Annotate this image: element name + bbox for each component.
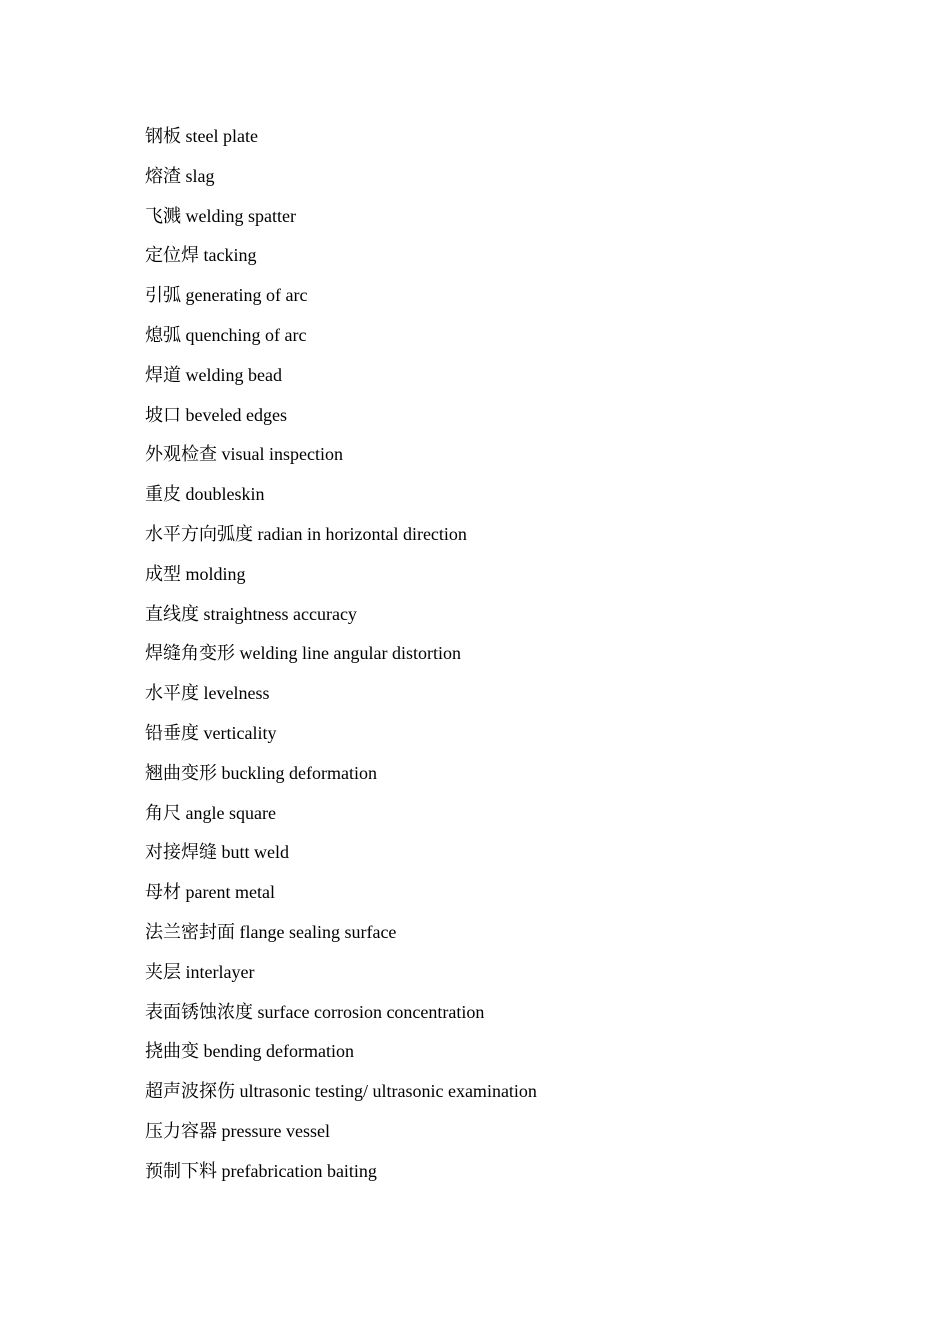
glossary-term: 直线度 straightness accuracy	[145, 603, 357, 624]
glossary-term: 熔渣 slag	[145, 165, 215, 186]
glossary-term: 飞溅 welding spatter	[145, 205, 296, 226]
glossary-term: 角尺 angle square	[145, 802, 276, 823]
glossary-term: 铅垂度 verticality	[145, 722, 277, 743]
glossary-term: 表面锈蚀浓度 surface corrosion concentration	[145, 1001, 485, 1022]
glossary-term: 重皮 doubleskin	[145, 484, 265, 505]
glossary-term: 钢板 steel plate	[145, 126, 258, 146]
glossary-term: 法兰密封面 flange sealing surface	[145, 921, 397, 942]
glossary-term: 焊缝角变形 welding line angular distortion	[145, 643, 461, 664]
glossary-term: 夹层 interlayer	[145, 961, 255, 982]
glossary-term: 成型 molding	[145, 563, 246, 584]
glossary-list	[145, 123, 537, 1198]
glossary-term: 挠曲变 bending deformation	[145, 1041, 354, 1062]
glossary-term: 引弧 generating of arc	[145, 285, 308, 306]
glossary-term: 坡口 beveled edges	[145, 404, 287, 425]
glossary-term: 超声波探伤 ultrasonic testing/ ultrasonic examination	[145, 1081, 537, 1102]
glossary-term: 压力容器 pressure vessel	[145, 1120, 330, 1141]
glossary-term: 外观检查 visual inspection	[145, 444, 343, 465]
glossary-term: 熄弧 quenching of arc	[145, 324, 307, 345]
glossary-term: 水平度 levelness	[145, 683, 270, 704]
glossary-term: 对接焊缝 butt weld	[145, 842, 289, 863]
glossary-term: 翘曲变形 buckling deformation	[145, 762, 377, 783]
glossary-term: 预制下料 prefabrication baiting	[145, 1160, 377, 1181]
glossary-term: 定位焊 tacking	[145, 245, 257, 266]
glossary-term: 水平方向弧度 radian in horizontal direction	[145, 523, 467, 544]
glossary-term: 母材 parent metal	[145, 882, 275, 903]
glossary-term: 焊道 welding bead	[145, 364, 282, 385]
